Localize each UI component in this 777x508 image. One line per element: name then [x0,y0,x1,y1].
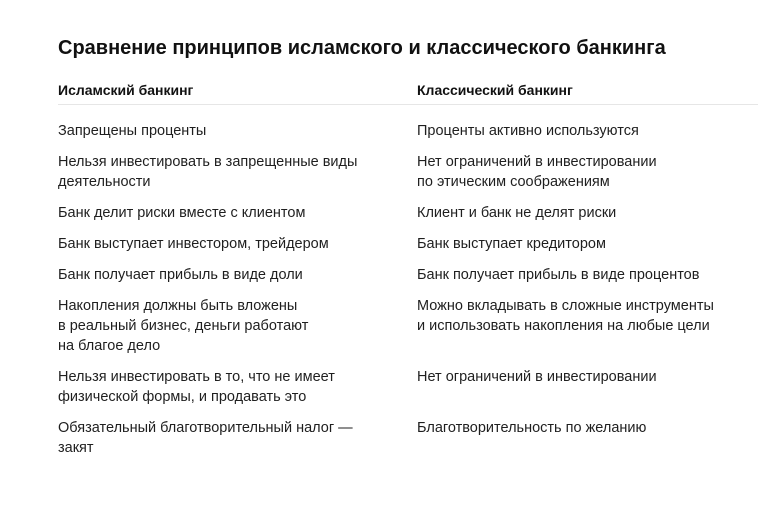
table-row [58,418,758,458]
islamic-cell: Банк выступает инвестором, трейдером [58,236,329,252]
classic-cell: Банк выступает кредитором [417,236,606,252]
column-header-classic: Классический банкинг [417,82,573,98]
islamic-cell: Нельзя инвестировать в то, что не имеет физической формы, и продавать это [58,369,335,405]
islamic-cell: Запрещены проценты [58,123,207,139]
table-row [58,367,758,407]
islamic-cell: Обязательный благотворительный налог — закят [58,420,353,456]
islamic-cell: Банк делит риски вместе с клиентом [58,205,306,221]
table-row [58,234,758,254]
islamic-cell: Банк получает прибыль в виде доли [58,267,303,283]
classic-cell: Проценты активно используются [417,123,639,139]
classic-cell: Клиент и банк не делят риски [417,205,617,221]
table-row [58,121,758,141]
classic-cell: Нет ограничений в инвестировании [417,369,657,385]
islamic-cell: Накопления должны быть вложены в реальный бизнес, деньги работают на благое дело [58,298,309,354]
table-body [58,105,758,458]
column-header-islamic: Исламский банкинг [58,82,194,98]
classic-cell: Благотворительность по желанию [417,420,647,436]
comparison-table [58,80,758,469]
table-row [58,296,758,356]
page-title: Сравнение принципов исламского и классического банкинга [58,37,666,59]
classic-cell: Нет ограничений в инвестировании по этическим соображениям [417,154,657,190]
table-header [58,80,758,105]
classic-cell: Банк получает прибыль в виде процентов [417,267,700,283]
table-row [58,265,758,285]
table-row [58,152,758,192]
classic-cell: Можно вкладывать в сложные инструменты и использовать накопления на любые цели [417,298,714,334]
table-row [58,203,758,223]
islamic-cell: Нельзя инвестировать в запрещенные виды деятельности [58,154,358,190]
